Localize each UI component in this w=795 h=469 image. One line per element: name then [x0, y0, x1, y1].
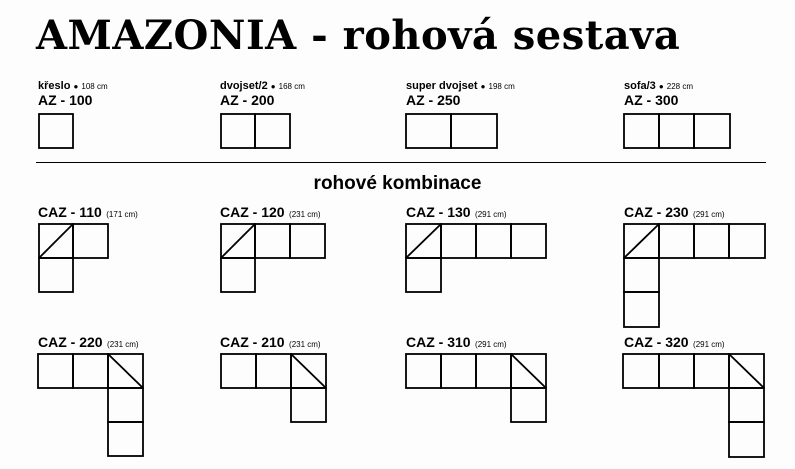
corner-diagram-caz210 — [220, 353, 327, 423]
seat-module — [108, 388, 143, 422]
seat-module — [221, 114, 255, 148]
seat-module — [291, 388, 326, 422]
single-name: dvojset/2 — [220, 80, 268, 92]
seat-module — [221, 258, 255, 292]
single-name: sofa/3 — [624, 80, 656, 92]
seat-module — [624, 258, 659, 292]
corner-diagonal — [624, 224, 659, 258]
combo-code: CAZ - 310 — [406, 334, 471, 350]
combo-label-caz220 — [38, 334, 139, 352]
seat-module — [659, 354, 694, 388]
seat-module — [73, 224, 108, 258]
corner-diagram-caz130 — [405, 223, 548, 293]
combo-code: CAZ - 230 — [624, 204, 689, 220]
seat-module — [729, 422, 764, 457]
combo-size: (291 cm) — [693, 210, 725, 219]
corner-diagram-caz320 — [622, 353, 766, 458]
combo-label-caz130 — [406, 204, 507, 222]
single-code: AZ - 200 — [220, 92, 275, 108]
combo-size: (291 cm) — [475, 340, 507, 349]
combo-size: (291 cm) — [475, 210, 507, 219]
corner-diagonal — [729, 354, 764, 388]
seat-module — [451, 114, 497, 148]
single-size: 228 cm — [666, 82, 693, 91]
corner-diagram-caz120 — [220, 223, 327, 293]
section-title: rohové kombinace — [313, 173, 482, 194]
module-diagram-az100 — [38, 113, 74, 149]
seat-module — [39, 114, 73, 148]
seat-module — [623, 354, 659, 388]
combo-label-caz230 — [624, 204, 725, 222]
combo-label-caz310 — [406, 334, 507, 352]
seat-module — [729, 388, 764, 422]
combo-size: (231 cm) — [289, 340, 321, 349]
seat-module — [255, 224, 290, 258]
seat-module — [694, 114, 730, 148]
seat-module — [624, 292, 659, 327]
module-diagram-az250 — [405, 113, 498, 149]
seat-module — [659, 224, 694, 258]
corner-diagonal — [291, 354, 326, 388]
seat-module — [476, 224, 511, 258]
seat-module — [511, 388, 546, 422]
seat-module — [38, 354, 73, 388]
corner-diagonal — [511, 354, 546, 388]
combo-code: CAZ - 120 — [220, 204, 285, 220]
seat-module — [511, 224, 546, 258]
seat-module — [406, 258, 441, 292]
combo-label-caz210 — [220, 334, 321, 352]
corner-diagram-caz220 — [37, 353, 144, 457]
combo-code: CAZ - 130 — [406, 204, 471, 220]
seat-module — [694, 354, 729, 388]
divider — [36, 162, 766, 163]
single-label-1 — [38, 80, 108, 107]
combo-label-caz120 — [220, 204, 321, 222]
single-size: 168 cm — [278, 82, 305, 91]
corner-diagonal — [39, 224, 73, 258]
seat-module — [290, 224, 325, 258]
seat-module — [624, 114, 659, 148]
bullet-icon: ● — [73, 82, 79, 91]
seat-module — [73, 354, 108, 388]
single-code: AZ - 300 — [624, 92, 679, 108]
corner-diagram-caz230 — [623, 223, 767, 329]
seat-module — [406, 114, 451, 148]
corner-diagram-caz310 — [405, 353, 548, 423]
combo-code: CAZ - 220 — [38, 334, 103, 350]
single-code: AZ - 250 — [406, 92, 461, 108]
seat-module — [406, 354, 441, 388]
page-title: AMAZONIA - rohová sestava — [36, 12, 681, 59]
seat-module — [729, 224, 765, 258]
bullet-icon: ● — [480, 82, 486, 91]
bullet-icon: ● — [658, 82, 664, 91]
corner-diagram-caz110 — [38, 223, 110, 293]
seat-module — [441, 224, 476, 258]
seat-module — [256, 354, 291, 388]
seat-module — [659, 114, 694, 148]
single-label-4 — [624, 80, 693, 107]
module-diagram-az200 — [220, 113, 291, 149]
single-size: 198 cm — [488, 82, 515, 91]
corner-diagonal — [406, 224, 441, 258]
combo-code: CAZ - 110 — [38, 204, 102, 220]
seat-module — [694, 224, 729, 258]
corner-diagonal — [221, 224, 255, 258]
combo-size: (291 cm) — [693, 340, 725, 349]
single-size: 108 cm — [81, 82, 108, 91]
combo-code: CAZ - 210 — [220, 334, 285, 350]
combo-size: (231 cm) — [107, 340, 139, 349]
seat-module — [221, 354, 256, 388]
combo-size: (231 cm) — [289, 210, 321, 219]
single-label-3 — [406, 80, 515, 107]
combo-size: (171 cm) — [106, 210, 138, 219]
combo-label-caz320 — [624, 334, 725, 352]
single-name: super dvojset — [406, 80, 478, 92]
module-diagram-az300 — [623, 113, 731, 149]
corner-diagonal — [108, 354, 143, 388]
seat-module — [39, 258, 73, 292]
combo-label-caz110 — [38, 204, 138, 222]
seat-module — [255, 114, 290, 148]
combo-code: CAZ - 320 — [624, 334, 689, 350]
seat-module — [108, 422, 143, 456]
single-label-2 — [220, 80, 305, 107]
bullet-icon: ● — [270, 82, 276, 91]
single-code: AZ - 100 — [38, 92, 93, 108]
single-name: křeslo — [38, 80, 71, 92]
seat-module — [441, 354, 476, 388]
seat-module — [476, 354, 511, 388]
